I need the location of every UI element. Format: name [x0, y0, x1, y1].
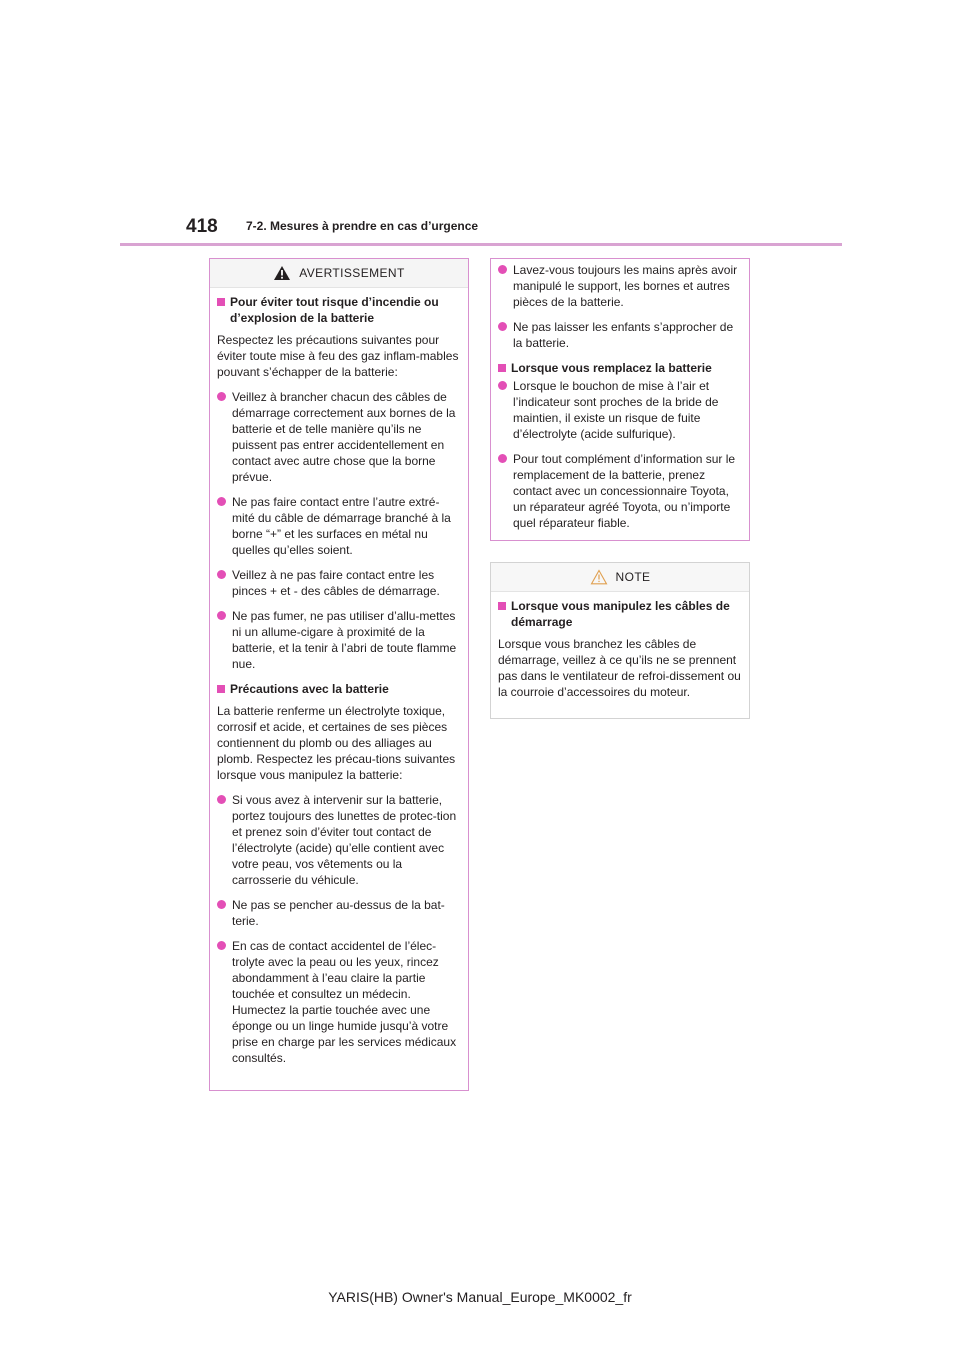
bullet-item — [217, 938, 461, 1066]
bullet-text: Ne pas laisser les enfants s’approcher de la batterie. — [513, 320, 734, 350]
bullet-text: Pour tout complément d’information sur le remplacement de la batterie, prenez contact avec un concessionnaire Toyota, un réparateur agréé Toyota, ou n’importe quel réparateur fiable. — [513, 452, 736, 530]
note-box — [490, 562, 750, 719]
warning-header — [210, 259, 468, 288]
sub-heading — [217, 294, 461, 326]
bullet-item — [217, 608, 461, 672]
section-title: 7-2. Mesures à prendre en cas d’urgence — [246, 219, 479, 233]
sub-heading-text: Précautions avec la batterie — [230, 682, 389, 696]
square-bullet-icon — [498, 364, 506, 372]
footer-manual-id: YARIS(HB) Owner's Manual_Europe_MK0002_fr — [328, 1289, 632, 1305]
bullet-dot-icon — [498, 381, 507, 390]
bullet-item — [498, 451, 742, 531]
bullet-dot-icon — [217, 795, 226, 804]
sub-heading — [217, 681, 461, 697]
bullet-text: Ne pas faire contact entre l’autre extré-mité du câble de démarrage branché à la borne “+” et les surfaces en métal nu quelles qu’elles soient. — [232, 495, 451, 557]
note-body — [491, 592, 749, 717]
paragraph: Respectez les précautions suivantes pour éviter toute mise à feu des gaz inflam-mables pouvant s’échapper de la batterie: — [217, 333, 459, 379]
bullet-dot-icon — [498, 265, 507, 274]
sub-heading — [498, 598, 742, 630]
bullet-item — [498, 319, 742, 351]
warning-body — [210, 288, 468, 1083]
bullet-item — [498, 378, 742, 442]
sub-heading — [498, 360, 742, 376]
bullet-item — [217, 897, 461, 929]
bullet-text: En cas de contact accidentel de l’élec-trolyte avec la peau ou les yeux, rincez abondamment à l’eau claire la partie touchée et consultez un médecin. Humectez la partie touchée avec une éponge ou un linge humide jusqu’à votre prise en charge par les services médicaux consultés. — [232, 939, 457, 1065]
page-number: 418 — [186, 216, 218, 237]
warning-continuation-box — [490, 258, 750, 541]
bullet-item — [217, 792, 461, 888]
warning-box — [209, 258, 469, 1091]
bullet-dot-icon — [217, 570, 226, 579]
bullet-text: Ne pas se pencher au-dessus de la bat-terie. — [232, 898, 445, 928]
bullet-item — [217, 389, 461, 485]
bullet-dot-icon — [217, 900, 226, 909]
square-bullet-icon — [217, 685, 225, 693]
bullet-item — [217, 567, 461, 599]
warning-continuation-body — [491, 259, 749, 548]
sub-heading-text: Pour éviter tout risque d’incendie ou d’explosion de la batterie — [230, 295, 439, 325]
bullet-text: Si vous avez à intervenir sur la batterie, portez toujours des lunettes de protec-tion et prenez soin d’éviter tout contact de l’électrolyte (acide) qu’elle contient avec votre peau, vos vêtements ou la carrosserie du véhicule. — [232, 793, 457, 887]
square-bullet-icon — [498, 602, 506, 610]
bullet-item — [217, 494, 461, 558]
note-header — [491, 563, 749, 592]
note-title: NOTE — [615, 570, 651, 584]
bullet-dot-icon — [217, 941, 226, 950]
bullet-text: Veillez à brancher chacun des câbles de démarrage correctement aux bornes de la batterie et de telle manière qu’ils ne puissent pas entrer accidentellement en contact avec autre chose que la borne prévue. — [232, 390, 456, 484]
bullet-dot-icon — [217, 611, 226, 620]
bullet-dot-icon — [498, 322, 507, 331]
paragraph: Lorsque vous branchez les câbles de démarrage, veillez à ce qu’ils ne se prennent pas dans le ventilateur de refroi-dissement ou la courroie d’accessoires du moteur. — [498, 637, 741, 699]
sub-heading-text: Lorsque vous remplacez la batterie — [511, 361, 712, 375]
bullet-dot-icon — [217, 392, 226, 401]
bullet-text: Lorsque le bouchon de mise à l’air et l’indicateur sont proches de la bride de maintien, il existe un risque de fuite d’électrolyte (acide sulfurique). — [513, 379, 719, 441]
bullet-text: Veillez à ne pas faire contact entre les pinces + et - des câbles de démarrage. — [232, 568, 440, 598]
bullet-dot-icon — [498, 454, 507, 463]
bullet-text: Lavez-vous toujours les mains après avoir manipulé le support, les bornes et autres pièces de la batterie. — [513, 263, 738, 309]
bullet-item — [498, 262, 742, 310]
paragraph: La batterie renferme un électrolyte toxique, corrosif et acide, et certaines de ses pièces contiennent du plomb ou des alliages au plomb. Respectez les précau-tions suivantes lorsque vous manipulez la batterie: — [217, 704, 456, 782]
sub-heading-text: Lorsque vous manipulez les câbles de démarrage — [511, 599, 730, 629]
warning-triangle-icon — [273, 265, 291, 281]
bullet-dot-icon — [217, 497, 226, 506]
warning-title: AVERTISSEMENT — [299, 266, 405, 280]
header-rule — [120, 243, 842, 246]
bullet-text: Ne pas fumer, ne pas utiliser d’allu-mettes ni un allume-cigare à proximité de la batterie, et la tenir à l’abri de toute flamme nue. — [232, 609, 457, 671]
caution-triangle-outline-icon — [590, 569, 608, 585]
square-bullet-icon — [217, 298, 225, 306]
